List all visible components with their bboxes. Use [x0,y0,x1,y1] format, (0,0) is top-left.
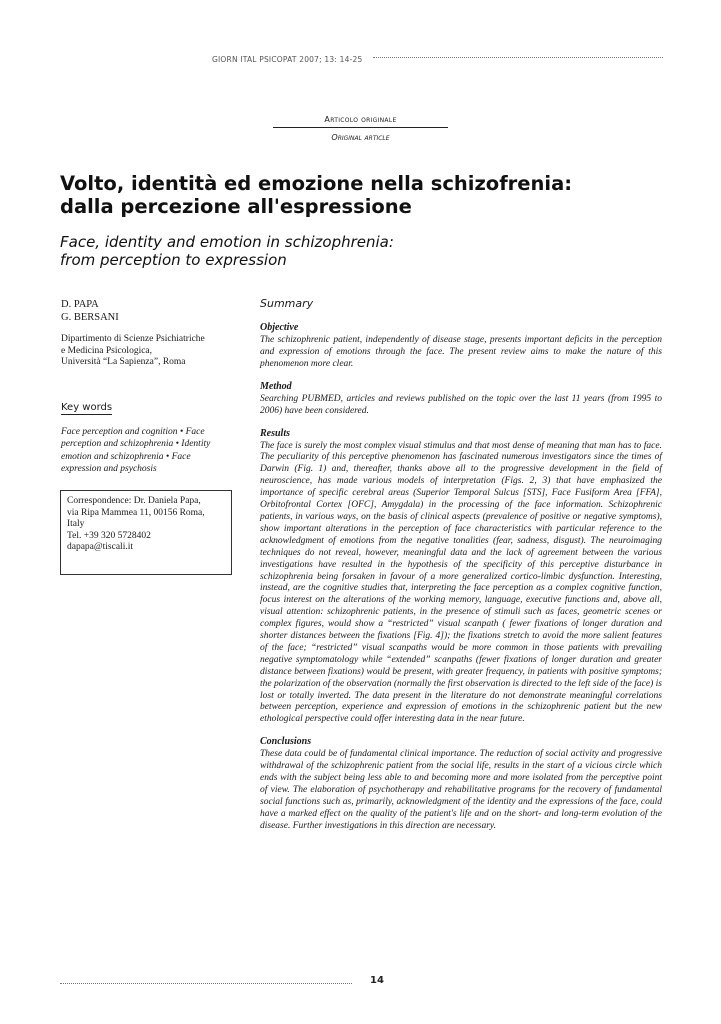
affiliation-line: Dipartimento di Scienze Psichiatriche [61,334,205,344]
left-column [61,299,233,476]
summary-column [260,297,662,833]
objective-text: The schizophrenic patient, independently of disease stage, presents important deficits in the perception and expression of emotions through the face. The present review aims to make the nature of this phenomenon more clear. [260,335,662,369]
title-italian-line2: dalla percezione all'espressione [60,195,412,218]
method-heading: Method [260,380,292,392]
conclusions-text: These data could be of fundamental clinical importance. The reduction of social activity and progressive withdrawal of the schizophrenic patient from the social life, results in the start of a vicious circle which ends with the subject being less able to and becoming more and more isolated from the perceptive point of view. The elaboration of psychotherapy and rehabilitative programs for the recovery of fundamental social functions such as, primarily, acknowledgment of the identity and the expressions of the face, could have a marked effect on the quality of the patient's life and on the short- and long-term evolution of the disease. Further investigations in this direction are necessary. [260,749,662,831]
title-italian-line1: Volto, identità ed emozione nella schizofrenia: [60,172,573,195]
author-name: D. PAPA [61,299,99,310]
footer-dotted-rule [60,983,352,984]
article-type-english: Original article [331,133,390,142]
results-text: The face is surely the most complex visual stimulus and that most dense of meaning that man has to face. The peculiarity of this perceptive phenomenon has fascinated numerous investigators since the times of Darwin (Fig. 1) and, thereafter, thanks above all to the progressive development in the field of neuroscience, has made various models of interpretation (Figs. 2, 3) that have emphasized the importance of specific cerebral areas (Superior Temporal Sulcus [STS], Face Fusiform Area [FFA], Orbitofrontal Cortex [OFC], Amygdala) in the processing of the face information. Schizophrenic patients, in various ways, on the basis of clinical aspects (prevalence of positive or negative symptoms), show important alterations in the perception of face characteristics with particular reference to the acknowledgment of emotions from the negative tonalities (fear, sadness, disgust). The neuroimaging techniques do not reveal, however, meaningful data and the lack of agreement between the various investigations have resulted in the hypothesis of the specificity of this perceptive disturbance in schizophrenia being forsaken in favour of a more generalized cortico-limbic dysfunction. Interesting, instead, are the cognitive studies that, interpreting the face perception as a complex cognitive function, focus interest on the alterations of the working memory, language, executive functions and, above all, visual attention: schizophrenic patients, in the presence of stimuli such as faces, geometric scenes or complex figures, would show a “restricted” visual scanpath ( fewer fixations of longer duration and shorter distances between the fixations [Fig. 4]); the fixations stretch to avoid the more salient features of the face; “restricted” visual scanpaths would be more common in those patients with prevailing negative symptomatology while “extended” scanpaths (fewer fixations of longer duration and greater distance between fixations) would be present, with greater frequency, in patients with positive symptoms; the polarization of the observation (normally the first observation is directed to the left side of the face) is lost or totally inverted. The data present in the literature do not demonstrate meaningful correlations between perception, experience and expression of emotions in the schizophrenic patient but the new ethological perspective could offer interesting data in the near future. [260,440,662,725]
affiliation [61,334,233,369]
page-number: 14 [370,975,384,986]
correspondence-line: Italy [67,519,85,529]
title-italian [60,172,670,218]
correspondence-email[interactable]: dapapa@tiscali.it [67,542,133,552]
article-type-italian: Articolo originale [324,115,397,124]
header-dotted-rule [373,57,663,58]
summary-heading: Summary [260,297,314,310]
title-english-line1: Face, identity and emotion in schizophrenia: [60,233,394,251]
keywords-heading: Key words [61,401,113,413]
results-heading: Results [260,427,291,439]
journal-citation: GIORN ITAL PSICOPAT 2007; 13: 14-25 [212,55,363,64]
article-type-block [273,115,448,142]
conclusions-heading: Conclusions [260,736,312,748]
method-text: Searching PUBMED, articles and reviews published on the topic over the last 11 years (from 1995 to 2006) have been considered. [260,393,662,416]
affiliation-line: e Medicina Psicologica, [61,345,153,356]
title-english-line2: from perception to expression [60,251,287,269]
authors [61,299,233,324]
keywords-text: Face perception and cognition • Face perception and schizophrenia • Identity emotion and schizophrenia • Face expression and psychosis [61,426,211,474]
correspondence-line: via Ripa Mammea 11, 00156 Roma, [67,507,205,518]
article-type-rule [273,127,448,128]
author-name: G. BERSANI [61,311,119,323]
correspondence-line: Tel. +39 320 5728402 [67,530,151,541]
affiliation-line: Università “La Sapienza”, Roma [61,357,186,367]
objective-heading: Objective [260,322,299,333]
title-english [60,233,670,269]
correspondence-line: Correspondence: Dr. Daniela Papa, [67,496,201,506]
correspondence-box [60,490,232,575]
